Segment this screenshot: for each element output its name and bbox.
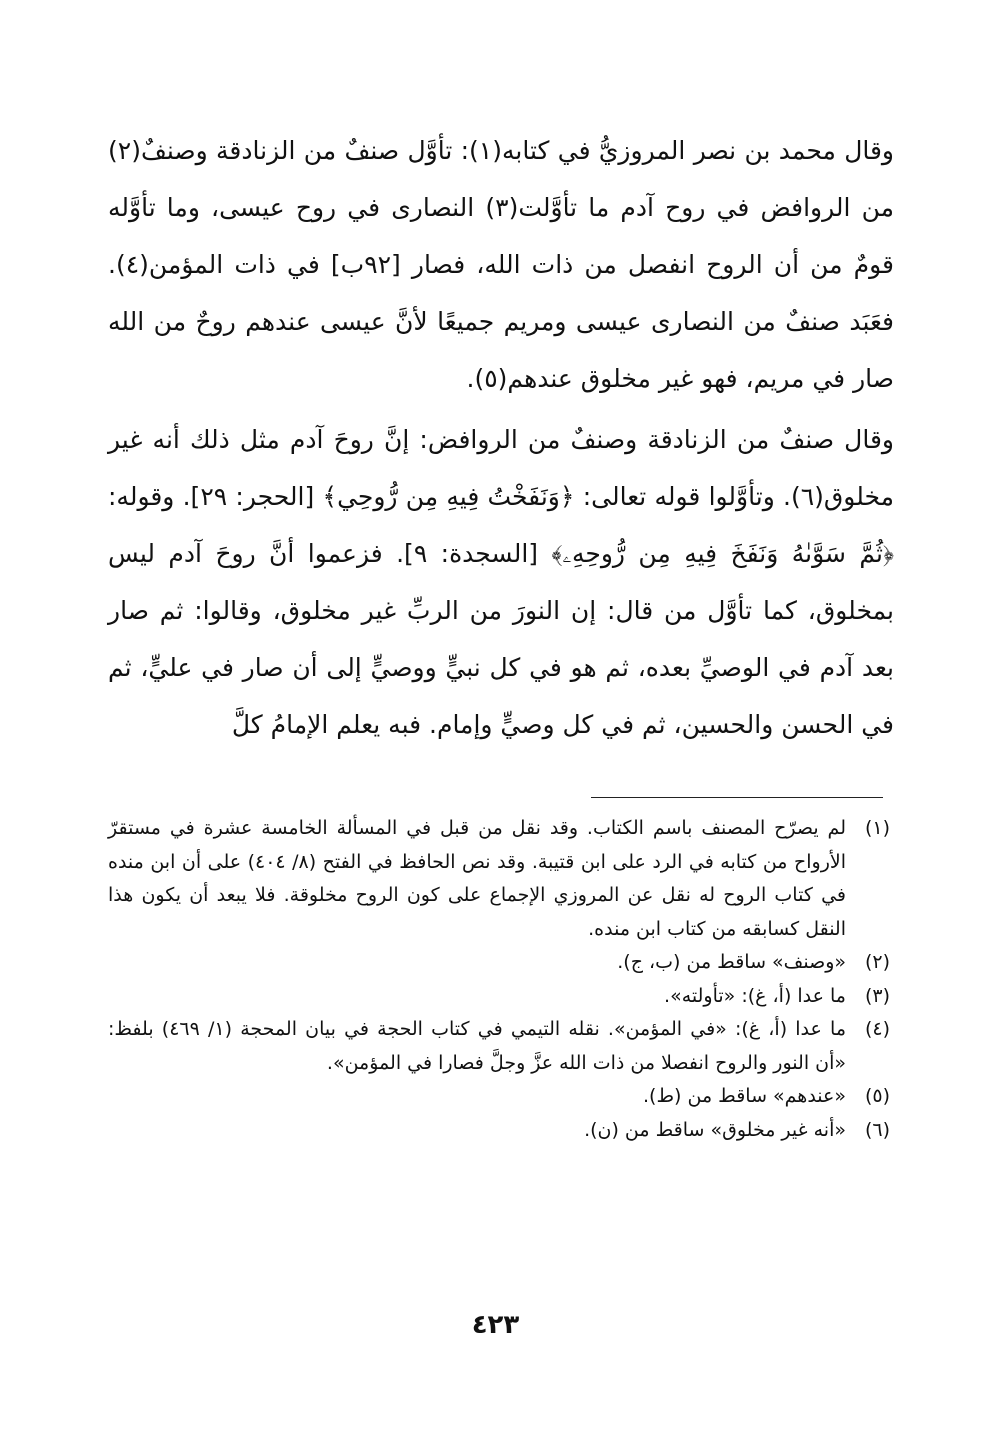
footnote-text: «أنه غير مخلوق» ساقط من (ن). — [584, 1118, 846, 1141]
footnote-item — [108, 1013, 894, 1080]
footnote-item — [108, 946, 894, 980]
footnote-text: «وصنف» ساقط من (ب، ج). — [617, 951, 846, 973]
footnote-item — [108, 1114, 894, 1148]
footnote-text: ما عدا (أ، غ): «في المؤمن». نقله التيمي في كتاب الحجة في بيان المحجة (١/ ٤٦٩) بلفظ: «أن النور والروح انفصلا من ذات الله عزَّ وجلَّ فصارا في المؤمن». — [108, 1018, 846, 1074]
main-text — [108, 122, 894, 753]
footnote-item — [108, 812, 894, 946]
footnote-number: (١) — [864, 817, 890, 839]
paragraph-1: وقال محمد بن نصر المروزيُّ في كتابه(١): تأوَّل صنفٌ من الزنادقة وصنفٌ(٢) من الروافض في روح آدم ما تأوَّلت(٣) النصارى في روح عيسى، وما تأوَّله قومٌ من أن الروح انفصل من ذات الله، فصار [٩٢ب] في ذات المؤمن(٤). فعَبَد صنفٌ من النصارى عيسى ومريم جميعًا لأنَّ عيسى عندهم روحٌ من الله صار في مريم، فهو غير مخلوق عندهم(٥). — [108, 136, 895, 393]
footnote-number: (٦) — [864, 1118, 890, 1141]
footnote-text: «عندهم» ساقط من (ط). — [643, 1085, 846, 1107]
footnote-text: لم يصرّح المصنف باسم الكتاب. وقد نقل من قبل في المسألة الخامسة عشرة في مستقرّ الأرواح من كتابه في الرد على ابن قتيبة. وقد نص الحافظ في الفتح (٨/ ٤٠٤) على أن ابن منده في كتاب الروح له نقل عن المروزي الإجماع على كون الروح مخلوقة. فلا يبعد أن يكون هذا النقل كسابقه من كتاب ابن منده. — [108, 817, 846, 940]
footnote-number: (٤) — [864, 1018, 890, 1040]
footnote-item — [108, 980, 894, 1014]
footnotes — [108, 812, 894, 1147]
paragraph-2: وقال صنفٌ من الزنادقة وصنفٌ من الروافض: إنَّ روحَ آدم مثل ذلك أنه غير مخلوق(٦). وتأوَّلوا قوله تعالى: ﴿وَنَفَخْتُ فِيهِ مِن رُّوحِي﴾ [الحجر: ٢٩]. وقوله: ﴿ثُمَّ سَوَّىٰهُ وَنَفَخَ فِيهِ مِن رُّوحِهِۦ﴾ [السجدة: ٩]. فزعموا أنَّ روحَ آدم ليس بمخلوق، كما تأوَّل من قال: إن النورَ من الربِّ غير مخلوق، وقالوا: ثم صار بعد آدم في الوصيِّ بعده، ثم هو في كل نبيٍّ ووصيٍّ إلى أن صار في عليٍّ، ثم في الحسن والحسين، ثم في كل وصيٍّ وإمام. فبه يعلم الإمامُ كلَّ — [108, 425, 895, 739]
footnote-item — [108, 1080, 894, 1114]
page-number: ٤٢٣ — [471, 1310, 520, 1340]
footnote-separator — [591, 797, 883, 798]
footnote-text: ما عدا (أ، غ): «تأولته». — [664, 984, 846, 1007]
footnote-number: (٣) — [864, 984, 890, 1007]
footnote-number: (٥) — [864, 1085, 890, 1107]
footnote-number: (٢) — [864, 951, 890, 973]
